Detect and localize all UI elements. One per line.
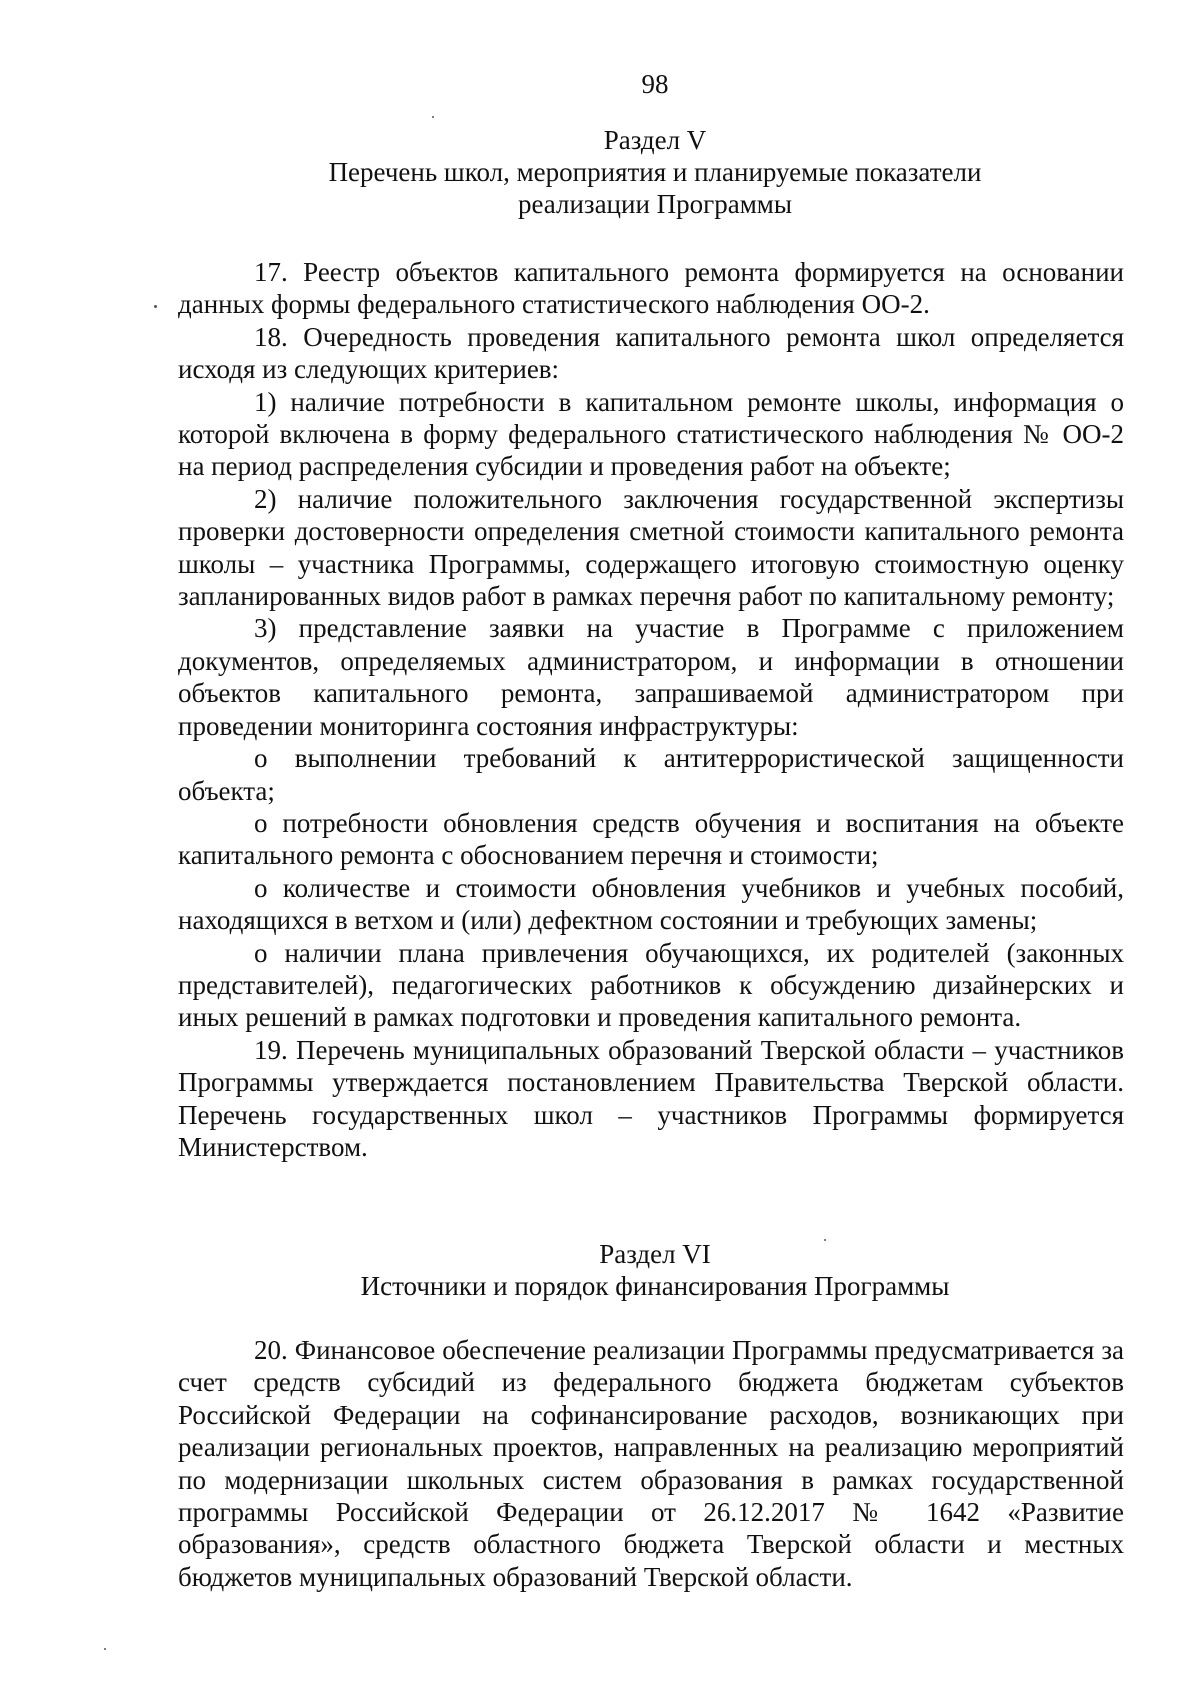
criterion-2: 2) наличие положительного заключения государственной экспертизы проверки достоверности определения сметной стоимости капитального ремонта школы – участника Программы, содержащего итоговую стоимостную оценку запланированных видов работ в рамках перечня работ по капитальному ремонту; [178, 483, 1124, 612]
section-5-subtitle-line-1: Перечень школ, мероприятия и планируемые показатели [328, 157, 982, 187]
criterion-3-item-involvement: о наличии плана привлечения обучающихся, их родителей (законных представителей), педагогических работников к обсуждению дизайнерских и иных решений в рамках подготовки и проведения капитального ремонта. [178, 937, 1124, 1033]
section-6-body [178, 1334, 1124, 1593]
section-6-title: Раздел VI [599, 1239, 711, 1269]
scan-speck [154, 305, 157, 308]
section-6-subtitle: Источники и порядок финансирования Программы [360, 1271, 950, 1301]
paragraph-18: 18. Очередность проведения капитального ремонта школ определяется исходя из следующих критериев: [178, 321, 1124, 385]
paragraph-20: 20. Финансовое обеспечение реализации Программы предусматривается за счет средств субсидий из федерального бюджета бюджетам субъектов Российской Федерации на софинансирование расходов, возникающих при реализации региональных проектов, направленных на реализацию мероприятий по модернизации школьных систем образования в рамках государственной программы Российской Федерации от 26.12.2017 № 1642 «Развитие образования», средств областного бюджета Тверской области и местных бюджетов муниципальных образований Тверской области. [178, 1335, 1124, 1592]
section-6-heading [0, 1238, 1200, 1302]
criterion-3-item-equipment: о потребности обновления средств обучения и воспитания на объекте капитального ремонта с обоснованием перечня и стоимости; [178, 807, 1124, 871]
paragraph-19: 19. Перечень муниципальных образований Тверской области – участников Программы утверждается постановлением Правительства Тверской области. Перечень государственных школ – участников Программы формируется Министерством. [178, 1034, 1124, 1162]
scan-speck [104, 1648, 106, 1650]
paragraph-17: 17. Реестр объектов капитального ремонта формируется на основании данных формы федерального статистического наблюдения ОО-2. [178, 257, 1124, 320]
section-5-title: Раздел V [603, 125, 707, 155]
page-number: 98 [641, 69, 669, 99]
criterion-3-item-antiterror: о выполнении требований к антитеррористической защищенности объекта; [178, 743, 1124, 806]
section-5-subtitle-line-2: реализации Программы [517, 189, 793, 219]
scan-speck [432, 116, 434, 118]
criterion-3-item-textbooks: о количестве и стоимости обновления учебников и учебных пособий, находящихся в ветхом и (или) дефектном состоянии и требующих замены; [178, 872, 1124, 936]
section-5-body [178, 256, 1124, 1163]
scan-speck [824, 1239, 826, 1241]
section-5-heading [0, 124, 1200, 220]
criterion-1: 1) наличие потребности в капитальном ремонте школы, информация о которой включена в форму федерального статистического наблюдения № ОО-2 на период распределения субсидии и проведения работ на объекте; [178, 386, 1124, 482]
criterion-3: 3) представление заявки на участие в Программе с приложением документов, определяемых администратором, и информации в отношении объектов капитального ремонта, запрашиваемой администратором при проведении мониторинга состояния инфраструктуры: [178, 613, 1124, 741]
